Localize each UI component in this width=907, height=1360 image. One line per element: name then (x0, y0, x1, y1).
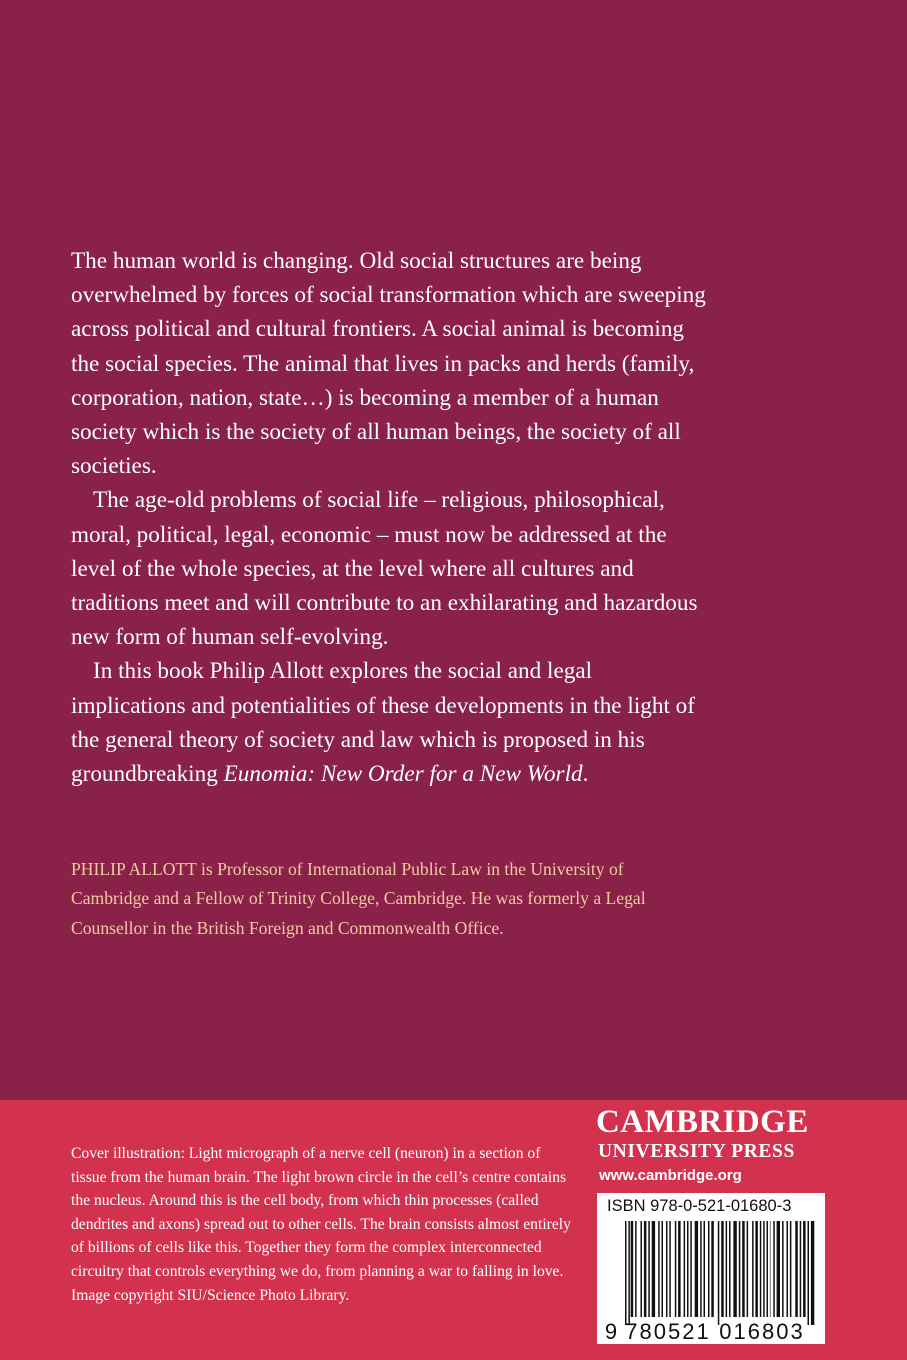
barcode-bar (787, 1221, 789, 1317)
barcode-icon (597, 1193, 825, 1344)
barcode-bar (625, 1221, 627, 1325)
blurb-paragraph-1: The human world is changing. Old social structures are being overwhelmed by forces of social transformation which are sweeping across political and cultural frontiers. A social animal is becoming the social species. The animal that lives in packs and herds (family, corporation, nation, state…) is becoming a member of a human society which is the society of all human beings, the society of all societies. (71, 248, 706, 480)
barcode-bar (644, 1221, 647, 1317)
barcode-bar (755, 1221, 758, 1317)
barcode-bar (729, 1221, 731, 1317)
isbn-label: ISBN 978-0-521-01680-3 (607, 1197, 792, 1215)
publisher-url: www.cambridge.org (599, 1167, 742, 1184)
barcode-bar (641, 1221, 643, 1317)
blurb-paragraph-3-end: . (582, 761, 589, 788)
barcode-bar (752, 1221, 754, 1317)
barcode-bar (675, 1221, 677, 1317)
barcode-bar (795, 1221, 798, 1317)
barcode-bar (635, 1221, 637, 1317)
back-cover-blurb (71, 244, 711, 791)
barcode-bar (708, 1221, 710, 1317)
barcode-bar (662, 1221, 664, 1317)
barcode-bar (790, 1221, 792, 1317)
barcode-bar (763, 1221, 765, 1317)
barcode-bar (726, 1221, 728, 1317)
blurb-paragraph-3-text: In this book Philip Allott explores the social and legal implications and potentialities of these developments in the light of the general theory of society and law which is proposed in his groundbreaking (71, 658, 696, 788)
barcode-bar (690, 1221, 692, 1317)
barcode-bar (687, 1221, 689, 1317)
barcode-digits-right: 016803 (719, 1319, 805, 1344)
barcode-digits-left: 780521 (625, 1319, 711, 1344)
blurb-paragraph-2: The age-old problems of social life – religious, philosophical, moral, political, legal, economic – must now be addressed at the level of the whole species, at the level where all cultures and traditions meet and will contribute to an exhilarating and hazardous new form of human self-evolving. (71, 487, 698, 651)
barcode-bar (742, 1221, 745, 1317)
barcode-bar (777, 1221, 780, 1317)
barcode-bar (800, 1221, 802, 1317)
blurb-paragraph-3 (71, 654, 711, 791)
barcode-bar (773, 1221, 775, 1317)
barcode-digit-first: 9 (604, 1319, 618, 1344)
barcode-bar (628, 1221, 630, 1325)
barcode-bar (767, 1221, 769, 1317)
barcode-bar (808, 1221, 810, 1325)
author-bio: PHILIP ALLOTT is Professor of International Public Law in the University of Cambridge and a Fellow of Trinity College, Cambridge. He was formerly a Legal Counsellor in the British Foreign and Commonwealth Office. (71, 859, 646, 938)
publisher-press: UNIVERSITY PRESS (598, 1141, 795, 1162)
barcode-bar (782, 1221, 784, 1317)
barcode-box (597, 1193, 825, 1344)
barcode-bar (669, 1221, 671, 1317)
barcode-bar (733, 1221, 736, 1317)
barcode-bar (803, 1221, 806, 1317)
barcode-bar (704, 1221, 706, 1317)
barcode-bar (721, 1221, 724, 1317)
barcode-bar (652, 1221, 655, 1317)
barcode-bar (739, 1221, 741, 1317)
barcode-bar (678, 1221, 681, 1317)
barcode-bar (718, 1221, 720, 1325)
barcode-bar (711, 1221, 714, 1317)
publisher-name: CAMBRIDGE (596, 1104, 809, 1140)
barcode-bar (648, 1221, 650, 1317)
barcode-bar (700, 1221, 702, 1317)
barcode-bar (760, 1221, 762, 1317)
barcode-bar (658, 1221, 660, 1317)
barcode-bar (695, 1221, 698, 1317)
barcode-bar (811, 1221, 814, 1325)
barcode-bar (770, 1221, 771, 1317)
cover-illustration-credit: Cover illustration: Light micrograph of a nerve cell (neuron) in a section of tissue from the human brain. The light brown circle in the cell’s centre contains the nucleus. Around this is the cell body, from which thin processes (called dendrites and axons) spread out to other cells. The brain consists almost entirely of billions of cells like this. Together they form the complex interconnected circuitry that controls everything we do, from planning a war to falling in love. Image copyright SIU/Science Photo Library. (71, 1145, 571, 1304)
barcode-bar (684, 1221, 686, 1317)
barcode-bar (631, 1221, 634, 1317)
book-title-eunomia: Eunomia: New Order for a New World (223, 761, 583, 788)
barcode-bar (666, 1221, 668, 1317)
barcode-bar (747, 1221, 749, 1317)
